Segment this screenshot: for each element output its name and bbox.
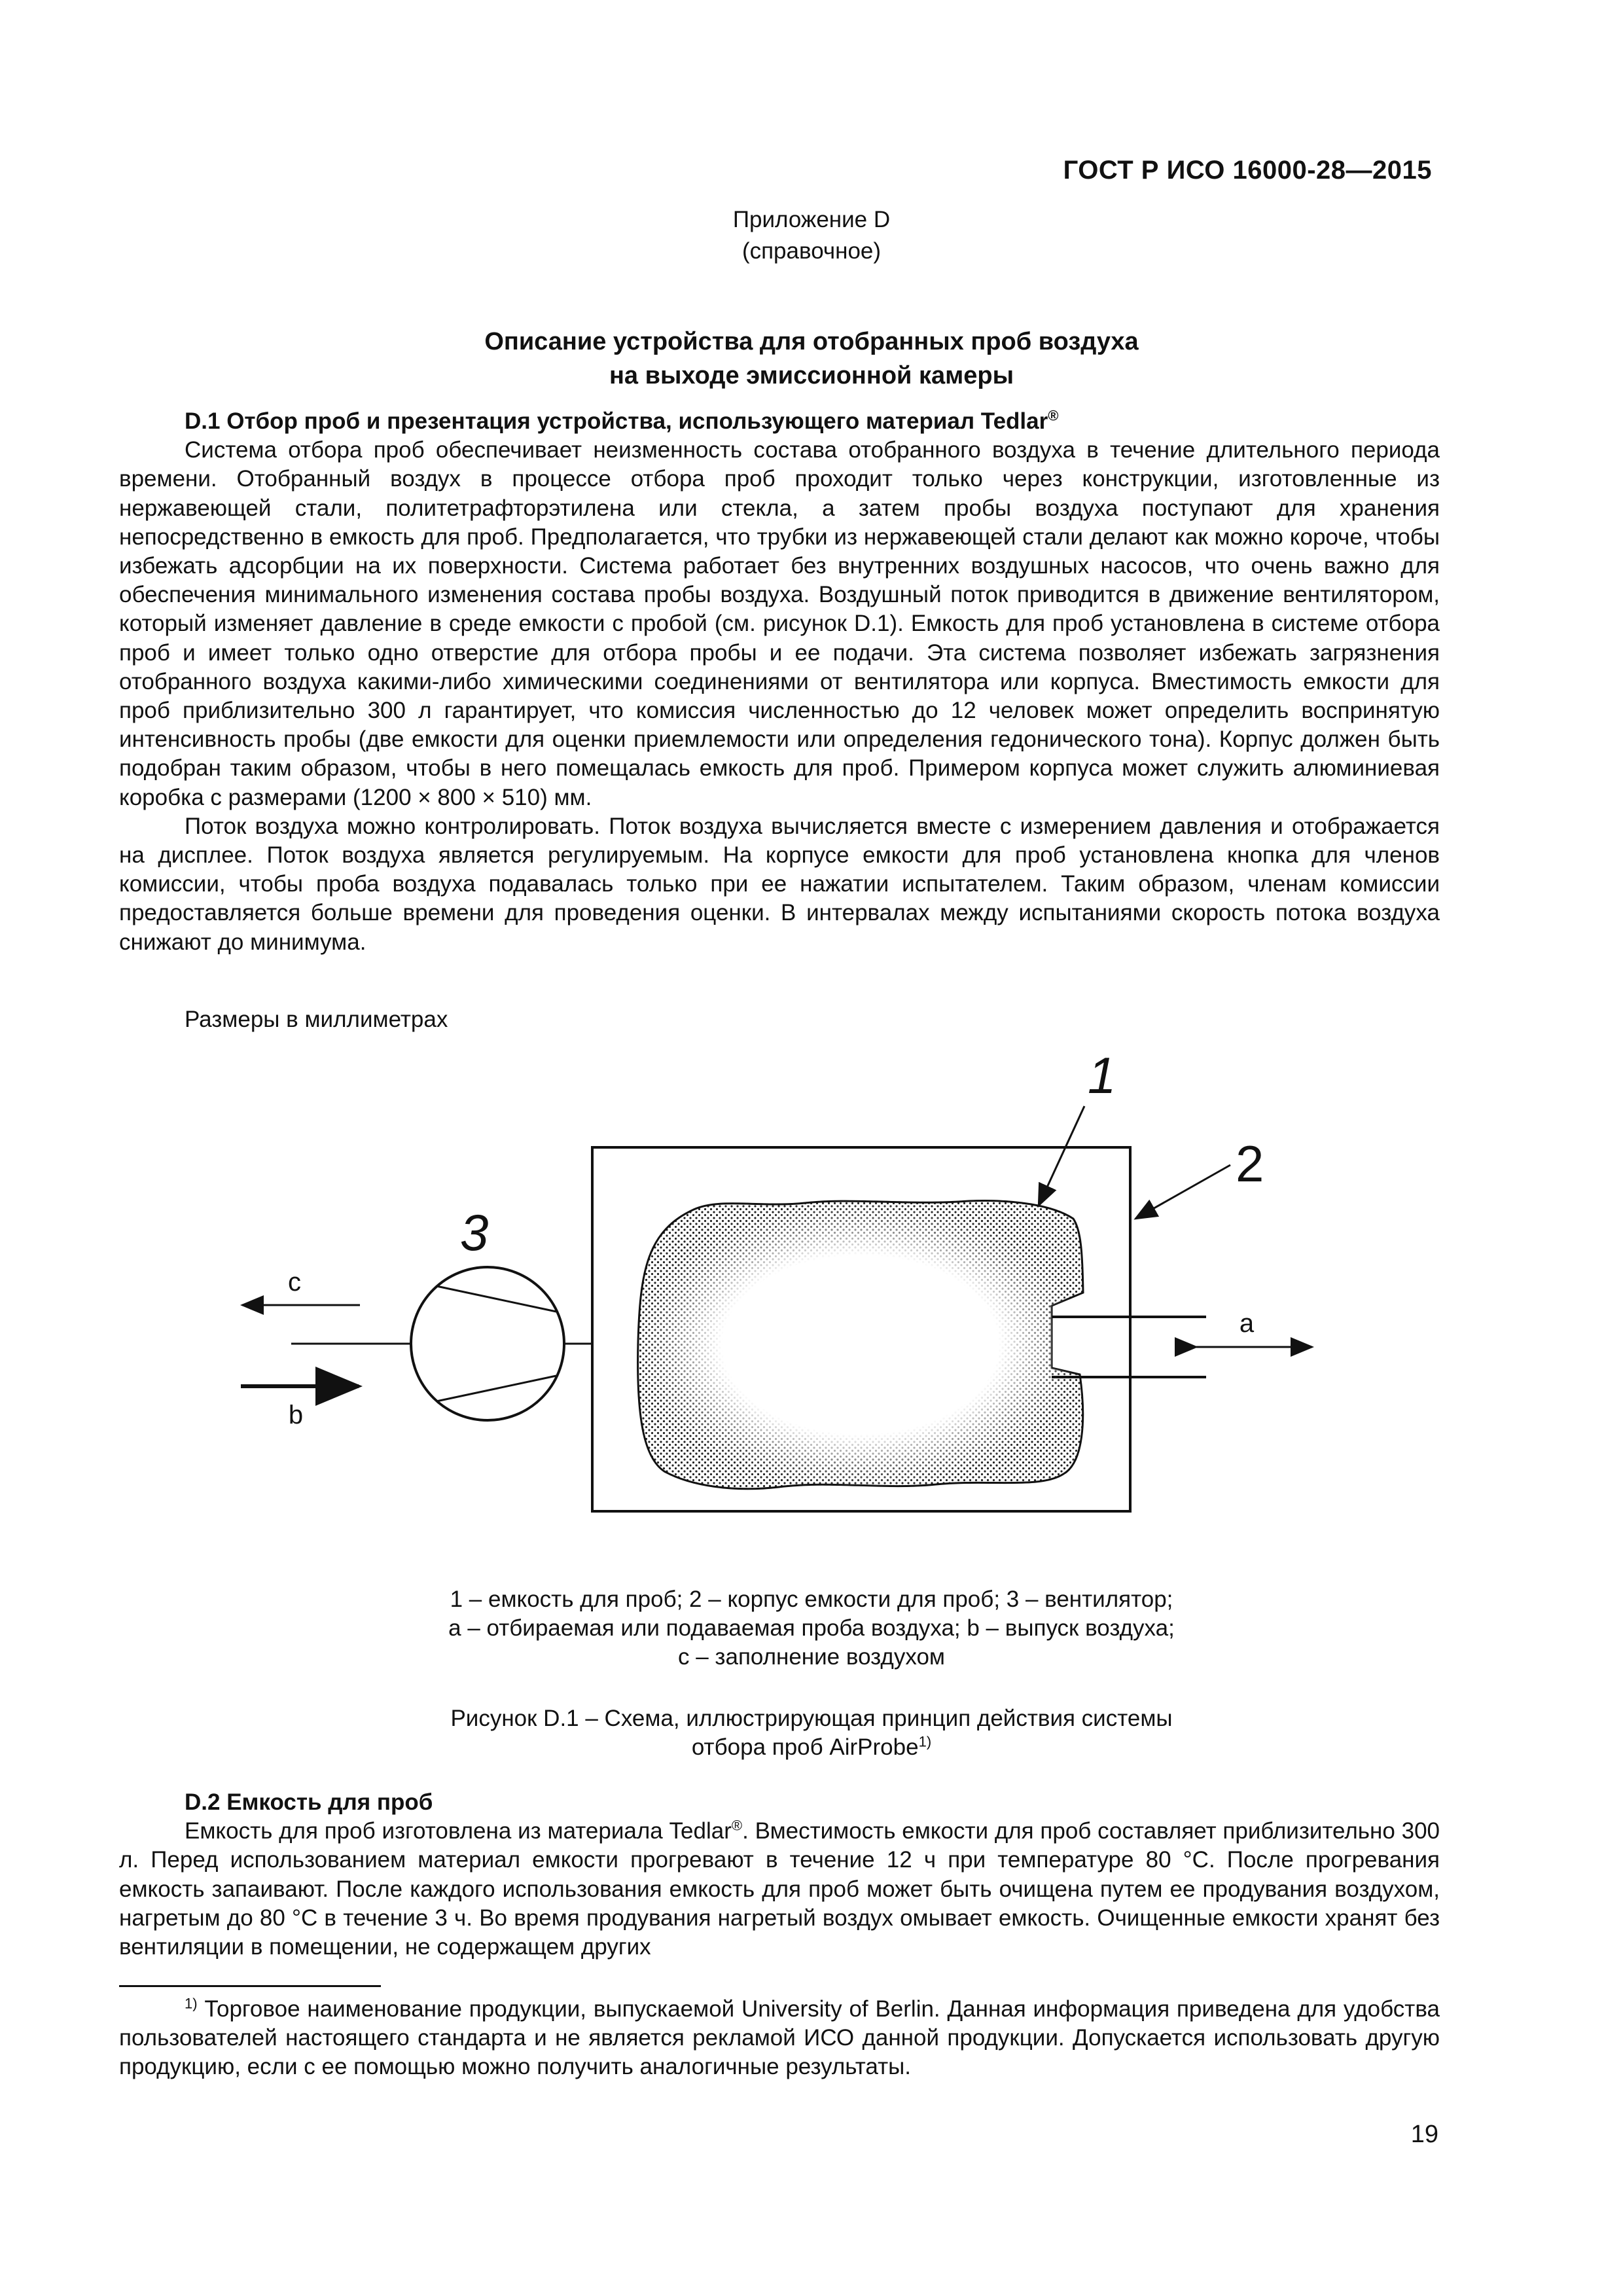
section-d2 [119, 1788, 1440, 1962]
fan [411, 1267, 564, 1420]
section-d1-paragraph-1: Система отбора проб обеспечивает неизменность состава отобранного воздуха в течение длительного периода времени. Отобранный воздух в процессе отбора проб проходит только через конструкции, изготовленные из нержавеющей стали, политетрафторэтилена или стекла, а затем пробы воздуха поступают для хранения непосредственно в емкость для проб. Предполагается, что трубки из нержавеющей стали делают как можно короче, чтобы избежать адсорбции на их поверхности. Система работает без внутренних воздушных насосов, что очень важно для обеспечения минимального изменения состава пробы воздуха. Воздушный поток приводится в движение вентилятором, который изменяет давление в среде емкости с пробой (см. рисунок D.1). Емкость для проб установлена в системе отбора проб и имеет только одно отверстие для отбора пробы и ее подачи. Эта система позволяет избежать загрязнения отобранного воздуха какими-либо химическими соединениями от вентилятора или корпуса. Вместимость емкости для проб приблизительно 300 л гарантирует, что комиссия численностью до 12 человек может определить воспринятую интенсивность пробы (две емкости для оценки приемлемости или определения гедонического тона). Корпус должен быть подобран таким образом, чтобы в него помещалась емкость для проб. Примером корпуса может служить алюминиевая коробка с размерами (1200 × 800 × 510) мм. [119, 437, 1440, 810]
leader-1 [1039, 1106, 1084, 1206]
legend-line-1: 1 – емкость для проб; 2 – корпус емкости для проб; 3 – вентилятор; [450, 1587, 1173, 1612]
section-d2-heading: D.2 Емкость для проб [185, 1789, 433, 1815]
section-d2-paragraph: Емкость для проб изготовлена из материала Tedlar®. Вместимость емкости для проб составляет приблизительно 300 л. Перед использованием материал емкости прогревают в течение 12 ч при температуре 80 °С. После прогревания емкость запаивают. После каждого использования емкость для проб может быть очищена путем ее продувания воздухом, нагретым до 80 °С в течение 3 ч. Во время продувания нагретый воздух омывает емкость. Очищенные емкости хранят без вентиляции в помещении, не содержащем других [119, 1817, 1440, 1960]
annex-title: Приложение D [732, 207, 891, 232]
footnote-text: Торговое наименование продукции, выпускаемой University of Berlin. Данная информация приведена для удобства пользователей настоящего стандарта и не является рекламой ИСО данной продукции. Допускается использовать другую продукцию, если с ее помощью можно получить аналогичные результаты. [119, 1996, 1440, 2079]
figure-caption-line1: Рисунок D.1 – Схема, иллюстрирующая принцип действия системы [450, 1706, 1173, 1731]
label-3: 3 [460, 1204, 489, 1261]
sample-bag [638, 1200, 1083, 1488]
footnote-ref: 1) [918, 1733, 932, 1750]
legend-line-2: a – отбираемая или подаваемая проба воздуха; b – выпуск воздуха; [448, 1615, 1175, 1641]
footnote-divider [119, 1985, 381, 1987]
document-title-line2: на выходе эмиссионной камеры [609, 362, 1014, 389]
figure-legend [0, 1585, 1623, 1672]
registered-mark: ® [1048, 407, 1059, 424]
registered-mark: ® [731, 1817, 743, 1834]
label-1: 1 [1088, 1047, 1116, 1104]
document-title-line1: Описание устройства для отобранных проб воздуха [484, 328, 1139, 355]
page-number: 19 [1410, 2121, 1438, 2148]
footnote [119, 1995, 1440, 2081]
figure-caption-line2: отбора проб AirProbe$^{1)}$ [691, 1733, 932, 1760]
label-c: c [288, 1268, 301, 1297]
dimensions-note: Размеры в миллиметрах [185, 1007, 448, 1032]
airprobe-schematic [0, 1034, 1623, 1571]
footnote-mark: 1) [185, 1995, 198, 2012]
annex-heading [0, 204, 1623, 267]
label-b: b [288, 1401, 304, 1429]
section-d1-heading: D.1 Отбор проб и презентация устройства, использующего материал Tedlar® [185, 407, 1059, 434]
legend-line-3: c – заполнение воздухом [678, 1644, 945, 1670]
label-2: 2 [1236, 1135, 1264, 1193]
document-code: ГОСТ Р ИСО 16000-28—2015 [1063, 156, 1432, 185]
leader-2 [1135, 1165, 1230, 1219]
figure-caption [0, 1704, 1623, 1762]
annex-kind: (справочное) [741, 238, 882, 264]
document-title [0, 325, 1623, 393]
section-d1 [119, 407, 1440, 957]
section-d1-paragraph-2: Поток воздуха можно контролировать. Поток воздуха вычисляется вместе с измерением давления и отображается на дисплее. Поток воздуха является регулируемым. На корпусе емкости для проб установлена кнопка для членов комиссии, чтобы проба воздуха подавалась только при ее нажатии испытателем. Таким образом, членам комиссии предоставляется больше времени для проведения оценки. В интервалах между испытаниями скорость потока воздуха снижают до минимума. [119, 813, 1440, 955]
label-a: a [1239, 1309, 1255, 1338]
